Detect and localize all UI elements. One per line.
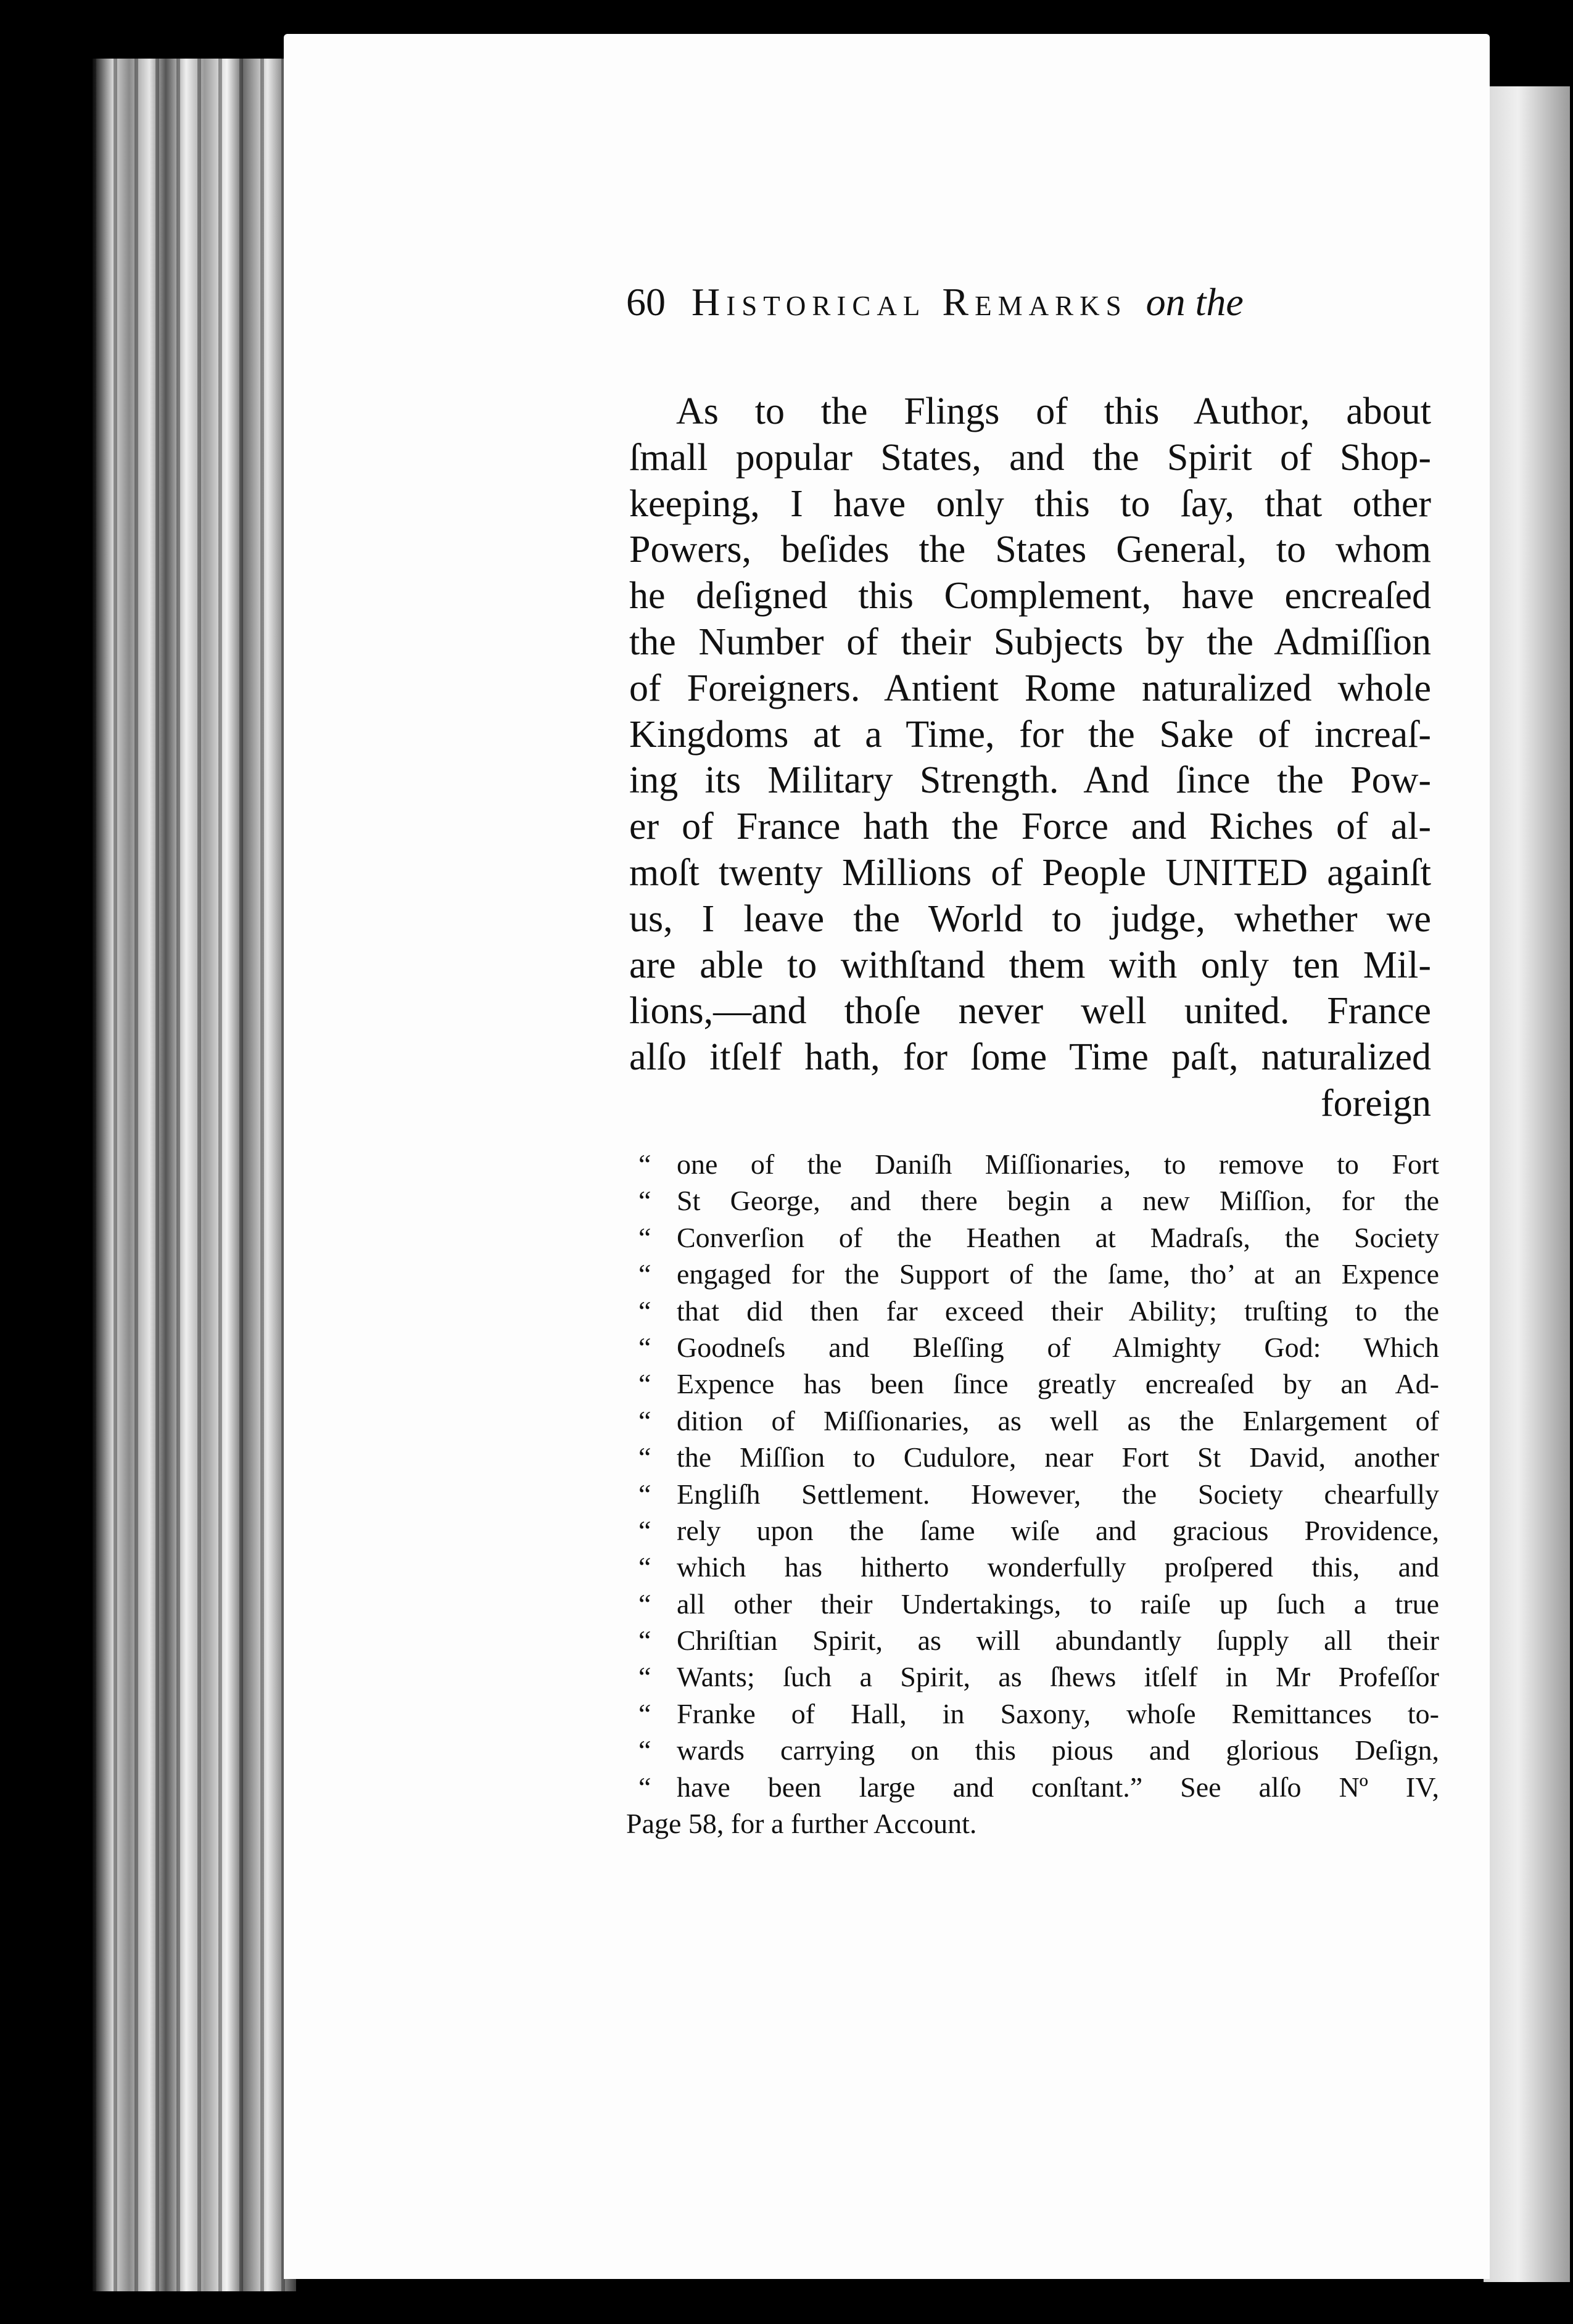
text-line: of Foreigners. Antient Rome naturalized whole bbox=[629, 667, 1431, 709]
footnote-line bbox=[638, 1476, 1439, 1512]
footnote-line-text: which has hitherto wonderfully proſpered this, and bbox=[677, 1551, 1439, 1583]
text-line: he deſigned this Complement, have encreaſed bbox=[629, 575, 1431, 617]
quote-mark: “ bbox=[638, 1697, 651, 1729]
footnote-line-text: Converſion of the Heathen at Madraſs, the Society bbox=[677, 1221, 1439, 1253]
footnote-line-text: have been large and conſtant.” See alſo Nº IV, bbox=[677, 1771, 1439, 1803]
next-page-edge bbox=[1484, 86, 1570, 2282]
footnote-line bbox=[638, 1219, 1439, 1256]
footnote-line-text: Expence has been ſince greatly encreaſed by an Ad- bbox=[677, 1368, 1439, 1400]
quote-mark: “ bbox=[638, 1404, 651, 1436]
book-gutter bbox=[93, 59, 296, 2291]
footnote-line bbox=[626, 1805, 1439, 1842]
footnote-line bbox=[638, 1146, 1439, 1182]
text-line: er of France hath the Force and Riches of al- bbox=[629, 806, 1431, 848]
footnote-line bbox=[638, 1403, 1439, 1439]
quote-mark: “ bbox=[638, 1221, 651, 1253]
footnote-line bbox=[638, 1512, 1439, 1549]
footnote-line bbox=[638, 1549, 1439, 1585]
footnote-line bbox=[638, 1659, 1439, 1695]
text-line: lions,—and thoſe never well united. France bbox=[629, 990, 1431, 1032]
footnote-line bbox=[638, 1293, 1439, 1329]
footnote-line-text: the Miſſion to Cudulore, near Fort St David, another bbox=[677, 1441, 1439, 1473]
footnote-block bbox=[626, 1146, 1439, 1842]
footnote-line bbox=[638, 1439, 1439, 1475]
quote-mark: “ bbox=[638, 1625, 651, 1657]
text-line: ing its Military Strength. And ſince the Pow- bbox=[629, 759, 1431, 802]
footnote-line-text: one of the Daniſh Miſſionaries, to remove to Fort bbox=[677, 1148, 1439, 1180]
page-number: 60 bbox=[626, 280, 666, 324]
main-text-block bbox=[629, 389, 1431, 1127]
quote-mark: “ bbox=[638, 1148, 651, 1180]
footnote-line-text: all other their Undertakings, to raiſe up ſuch a true bbox=[677, 1588, 1439, 1620]
quote-mark: “ bbox=[638, 1771, 651, 1803]
footnote-line bbox=[638, 1329, 1439, 1366]
footnote-line-text: St George, and there begin a new Miſſion, for the bbox=[677, 1185, 1439, 1217]
quote-mark: “ bbox=[638, 1331, 651, 1363]
text-line: keeping, I have only this to ſay, that other bbox=[629, 482, 1431, 525]
text-line: us, I leave the World to judge, whether we bbox=[629, 897, 1431, 940]
quote-mark: “ bbox=[638, 1478, 651, 1510]
quote-mark: “ bbox=[638, 1258, 651, 1290]
text-line: moſt twenty Millions of People UNITED againſt bbox=[629, 851, 1431, 894]
footnote-line-text: wards carrying on this pious and glorious Deſign, bbox=[677, 1734, 1439, 1766]
text-line: alſo itſelf hath, for ſome Time paſt, naturalized bbox=[629, 1036, 1431, 1079]
quote-mark: “ bbox=[638, 1185, 651, 1217]
footnote-line-text: that did then far exceed their Ability; truſting to the bbox=[677, 1295, 1439, 1327]
footnote-line-text: rely upon the ſame wiſe and gracious Providence, bbox=[677, 1514, 1439, 1546]
footnote-line-text: Goodneſs and Bleſſing of Almighty God: Which bbox=[677, 1331, 1439, 1363]
text-line: ſmall popular States, and the Spirit of Shop- bbox=[629, 436, 1431, 479]
footnote-line bbox=[638, 1732, 1439, 1768]
quote-mark: “ bbox=[638, 1295, 651, 1327]
footnote-line bbox=[638, 1696, 1439, 1732]
footnote-line-text: Page 58, for a further Account. bbox=[626, 1808, 977, 1840]
text-line: As to the Flings of this Author, about bbox=[676, 390, 1431, 432]
quote-mark: “ bbox=[638, 1734, 651, 1766]
quote-mark: “ bbox=[638, 1368, 651, 1400]
quote-mark: “ bbox=[638, 1588, 651, 1620]
footnote-line-text: Franke of Hall, in Saxony, whoſe Remittances to- bbox=[677, 1697, 1439, 1729]
quote-mark: “ bbox=[638, 1514, 651, 1546]
footnote-line-text: engaged for the Support of the ſame, tho’ at an Expence bbox=[677, 1258, 1439, 1290]
quote-mark: “ bbox=[638, 1441, 651, 1473]
text-line: Kingdoms at a Time, for the Sake of increaſ- bbox=[629, 713, 1431, 756]
catchword: foreign bbox=[1320, 1082, 1431, 1124]
footnote-line bbox=[638, 1182, 1439, 1219]
footnote-line-text: dition of Miſſionaries, as well as the Enlargement of bbox=[677, 1404, 1439, 1436]
text-line: are able to withſtand them with only ten Mil- bbox=[629, 944, 1431, 986]
footnote-line-text: Engliſh Settlement. However, the Society chearfully bbox=[677, 1478, 1439, 1510]
footnote-line bbox=[638, 1586, 1439, 1622]
quote-mark: “ bbox=[638, 1661, 651, 1693]
running-head-title: Historical Remarks bbox=[692, 280, 1128, 324]
text-line: Powers, beſides the States General, to whom bbox=[629, 529, 1431, 571]
running-head-italic: on the bbox=[1146, 280, 1244, 324]
footnote-line-text: Wants; ſuch a Spirit, as ſhews itſelf in Mr Profeſſor bbox=[677, 1661, 1439, 1693]
footnote-line bbox=[638, 1769, 1439, 1805]
running-head bbox=[626, 278, 1366, 327]
footnote-line bbox=[638, 1622, 1439, 1659]
footnote-line bbox=[638, 1256, 1439, 1292]
quote-mark: “ bbox=[638, 1551, 651, 1583]
footnote-line-text: Chriſtian Spirit, as will abundantly ſupply all their bbox=[677, 1625, 1439, 1657]
footnote-line bbox=[638, 1366, 1439, 1402]
text-line: the Number of their Subjects by the Admiſſion bbox=[629, 620, 1431, 663]
